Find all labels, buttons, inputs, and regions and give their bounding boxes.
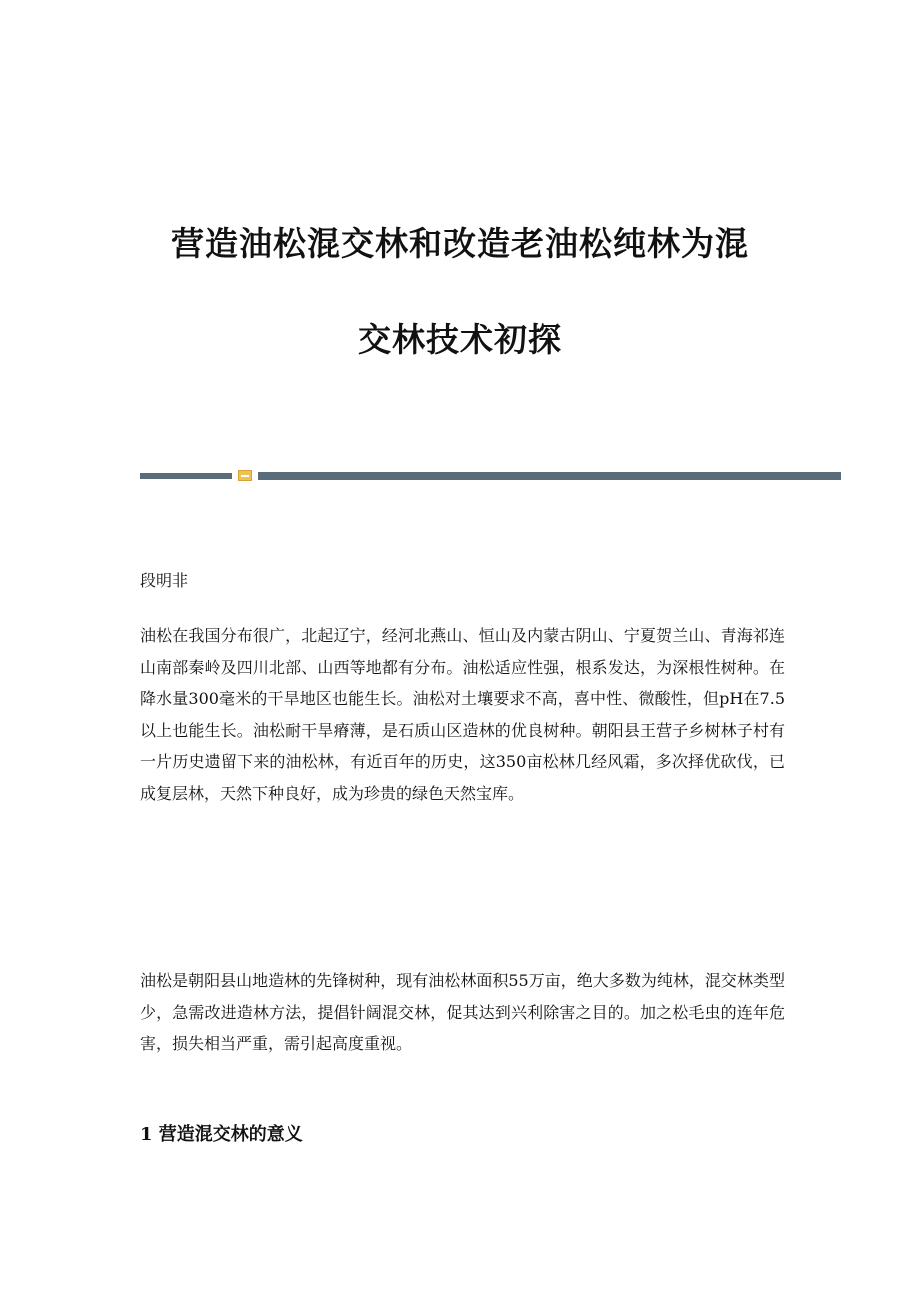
section-heading: 1 营造混交林的意义 <box>140 1124 303 1145</box>
body-paragraph-2: 油松是朝阳县山地造林的先锋树种，现有油松林面积55万亩，绝大多数为纯林，混交林类型少，急需改进造林方法，提倡针阔混交林，促其达到兴利除害之目的。加之松毛虫的连年危害，损失相当严重，需引起高度重视。 <box>140 971 785 1053</box>
document-title-line-1: 营造油松混交林和改造老油松纯林为混 <box>171 224 749 263</box>
author-name: 段明非 <box>140 571 189 590</box>
body-paragraph-1: 油松在我国分布很广，北起辽宁，经河北燕山、恒山及内蒙古阴山、宁夏贺兰山、青海祁连山南部秦岭及四川北部、山西等地都有分布。油松适应性强，根系发达，为深根性树种。在降水量300毫米的干旱地区也能生长。油松对土壤要求不高，喜中性、微酸性，但pH在7.5以上也能生长。油松耐干旱瘠薄，是石质山区造林的优良树种。朝阳县王营子乡树林子村有一片历史遗留下来的油松林，有近百年的历史，这350亩松林几经风霜，多次择优砍伐，已成复层林，天然下种良好，成为珍贵的绿色天然宝库。 <box>140 626 785 803</box>
title-divider <box>140 470 841 482</box>
divider-emblem-icon <box>238 470 252 481</box>
document-title-line-2: 交林技术初探 <box>358 320 562 359</box>
divider-bar-right <box>258 472 841 480</box>
divider-bar-left <box>140 473 232 479</box>
